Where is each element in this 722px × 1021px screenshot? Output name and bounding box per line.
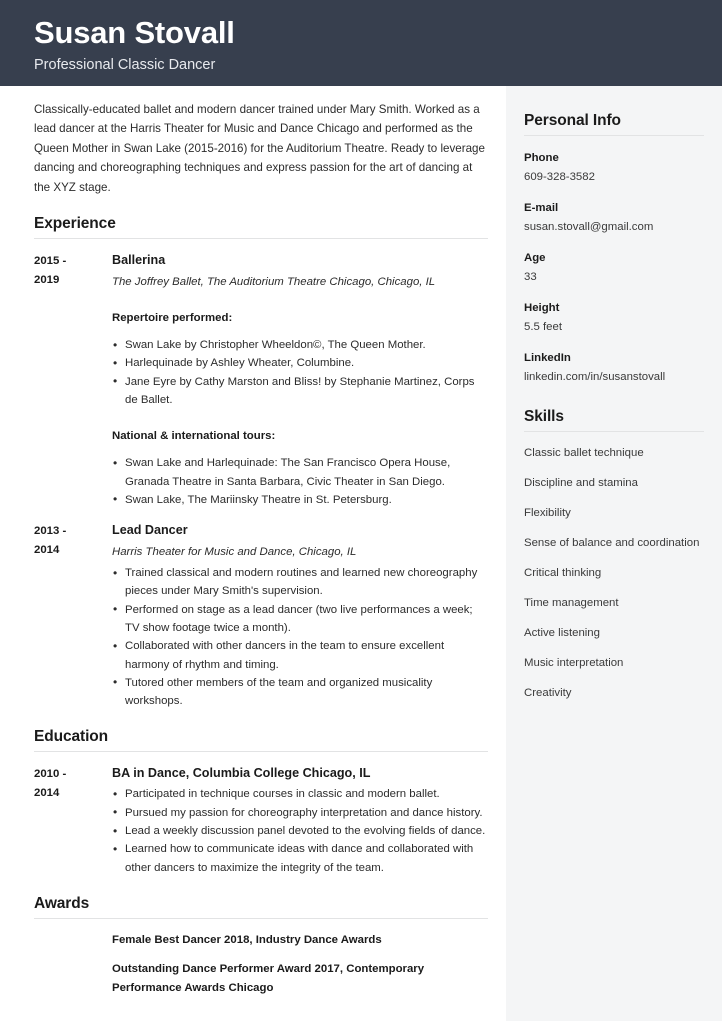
education-body (112, 764, 488, 876)
list-item: • Performed on stage as a lead dancer (two live performances a week; TV show footage twice a month). (112, 601, 488, 638)
date-to: 2014 (34, 787, 60, 800)
sidebar-column (506, 86, 722, 1021)
skill-item: Active listening (524, 627, 600, 639)
skill-item: Creativity (524, 687, 572, 699)
skill-item: Flexibility (524, 507, 571, 519)
list-item: • Collaborated with other dancers in the team to ensure excellent harmony of rhythm and timing. (112, 637, 488, 674)
repertoire-label: Repertoire performed: (112, 312, 233, 325)
award-date-spacer (34, 931, 112, 950)
section-experience (34, 215, 488, 710)
resume-header (0, 0, 722, 86)
list-item: • Tutored other members of the team and organized musicality workshops. (112, 674, 488, 711)
sidebar-section-skills (524, 408, 704, 702)
field-label: E-mail (524, 202, 559, 214)
list-item: • Trained classical and modern routines and learned new choreography pieces under Mary Smith's supervision. (112, 564, 488, 601)
award-date-spacer (34, 960, 112, 997)
personal-info-field-height (524, 300, 704, 336)
list-item: • Participated in technique courses in classic and modern ballet. (112, 785, 488, 803)
section-heading-awards: Awards (34, 895, 488, 919)
tours-list (112, 454, 488, 509)
experience-body (112, 521, 488, 710)
education-bullet-list (112, 785, 488, 876)
experience-organization: Harris Theater for Music and Dance, Chicago, IL (112, 546, 357, 559)
personal-info-field-email (524, 200, 704, 236)
experience-entry (34, 521, 488, 710)
experience-body (112, 251, 488, 509)
list-item: • Lead a weekly discussion panel devoted to the evolving fields of dance. (112, 822, 488, 840)
sidebar-heading-personal-info: Personal Info (524, 112, 704, 136)
experience-role: Ballerina (112, 253, 166, 268)
sidebar-heading-skills: Skills (524, 408, 704, 432)
experience-entry (34, 251, 488, 509)
skill-item: Critical thinking (524, 567, 602, 579)
experience-organization: The Joffrey Ballet, The Auditorium Theatre Chicago, Chicago, IL (112, 276, 436, 289)
field-label: Height (524, 302, 560, 314)
list-item: • Swan Lake and Harlequinade: The San Francisco Opera House, Granada Theatre in Santa Barbara, Civic Theater in San Diego. (112, 454, 488, 491)
candidate-name: Susan Stovall (34, 15, 235, 50)
education-entry (34, 764, 488, 876)
skill-item: Music interpretation (524, 657, 624, 669)
date-from: 2010 - (34, 768, 67, 781)
date-to: 2014 (34, 544, 60, 557)
list-item: • Jane Eyre by Cathy Marston and Bliss! by Stephanie Martinez, Corps de Ballet. (112, 373, 488, 410)
field-label: Phone (524, 152, 559, 164)
section-heading-education: Education (34, 728, 488, 752)
field-label: LinkedIn (524, 352, 571, 364)
field-value: susan.stovall@gmail.com (524, 221, 654, 233)
experience-role: Lead Dancer (112, 523, 188, 538)
education-degree: BA in Dance, Columbia College Chicago, IL (112, 766, 371, 781)
experience-dates (34, 251, 112, 509)
skill-item: Discipline and stamina (524, 477, 638, 489)
resume-body (0, 86, 722, 1021)
field-value: 33 (524, 271, 537, 283)
date-from: 2015 - (34, 255, 67, 268)
list-item: • Learned how to communicate ideas with dance and collaborated with other dancers to maximize the integrity of the team. (112, 840, 488, 877)
section-education (34, 728, 488, 876)
list-item: • Swan Lake by Christopher Wheeldon©, The Queen Mother. (112, 336, 488, 354)
personal-info-field-age (524, 250, 704, 286)
tours-label: National & international tours: (112, 430, 276, 443)
education-dates (34, 764, 112, 876)
skill-item: Sense of balance and coordination (524, 537, 700, 549)
main-column (0, 86, 506, 1021)
date-to: 2019 (34, 274, 60, 287)
personal-info-field-phone (524, 150, 704, 186)
experience-bullet-list (112, 564, 488, 710)
field-value: 5.5 feet (524, 321, 562, 333)
candidate-job-title: Professional Classic Dancer (34, 57, 216, 73)
award-text: Outstanding Dance Performer Award 2017, Contemporary Performance Awards Chicago (112, 963, 425, 994)
list-item: • Swan Lake, The Mariinsky Theatre in St. Petersburg. (112, 491, 488, 509)
award-text: Female Best Dancer 2018, Industry Dance Awards (112, 933, 382, 946)
date-from: 2013 - (34, 525, 67, 538)
list-item: • Harlequinade by Ashley Wheater, Columbine. (112, 354, 488, 372)
field-value: 609-328-3582 (524, 171, 595, 183)
field-value[interactable]: linkedin.com/in/susanstovall (524, 371, 666, 383)
list-item: • Pursued my passion for choreography interpretation and dance history. (112, 804, 488, 822)
professional-summary: Classically-educated ballet and modern dancer trained under Mary Smith. Worked as a lead dancer at the Harris Theater for Music and Dance Chicago and performed as the Queen Mother in Swan Lake (2015-2016) for the Auditorium Theatre. Ready to leverage dancing and choreographing techniques and express passion for the art of dancing at the XYZ stage. (34, 103, 485, 194)
award-item (34, 931, 488, 950)
repertoire-list (112, 336, 488, 409)
personal-info-field-linkedin (524, 350, 704, 386)
award-item (34, 960, 488, 997)
section-heading-experience: Experience (34, 215, 488, 239)
section-awards (34, 895, 488, 998)
field-label: Age (524, 252, 546, 264)
experience-dates (34, 521, 112, 710)
skill-item: Time management (524, 597, 619, 609)
skill-item: Classic ballet technique (524, 447, 644, 459)
